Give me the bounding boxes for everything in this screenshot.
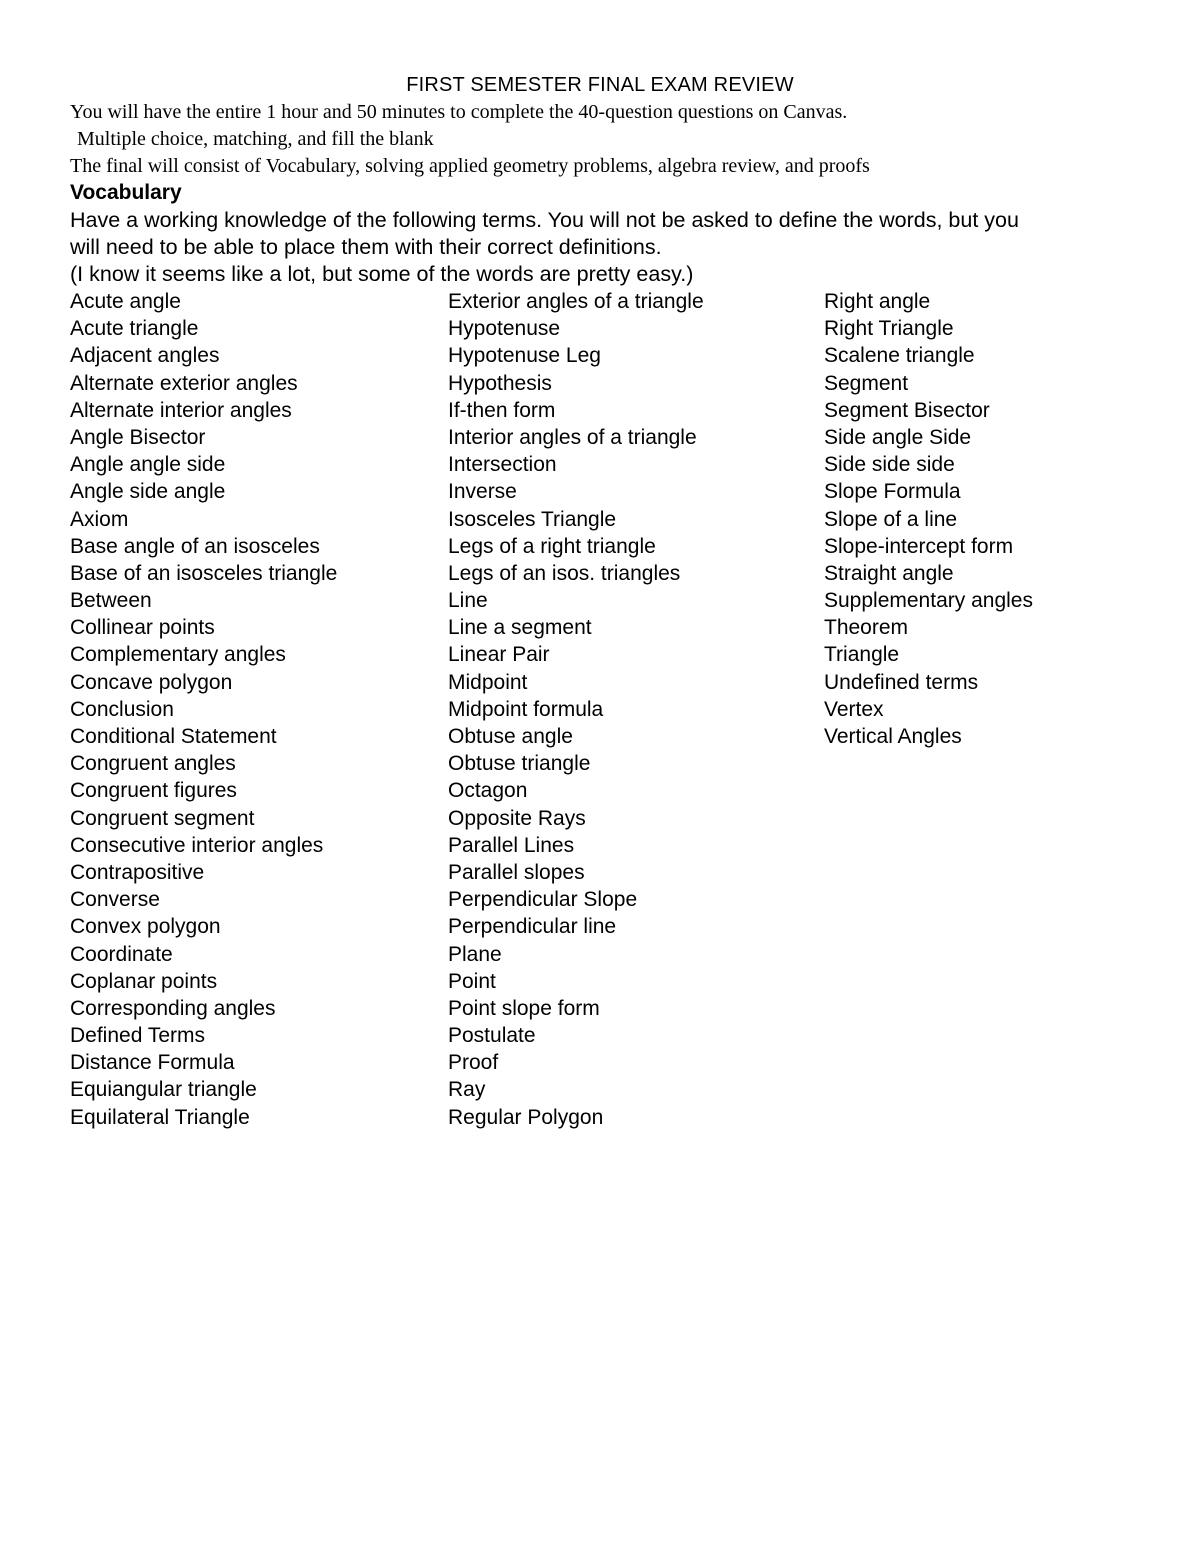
vocabulary-term: Point (448, 969, 496, 993)
vocabulary-term: Alternate exterior angles (70, 371, 298, 395)
exam-duration-line: You will have the entire 1 hour and 50 minutes to complete the 40-question questions on Canvas. (70, 101, 848, 123)
vocabulary-term: Contrapositive (70, 860, 205, 884)
vocabulary-term: Equilateral Triangle (70, 1105, 250, 1129)
vocabulary-term: Triangle (824, 643, 900, 667)
vocabulary-intro-line: will need to be able to place them with their correct definitions. (70, 235, 662, 259)
vocabulary-term: Linear Pair (448, 643, 550, 667)
vocabulary-term: Parallel slopes (448, 860, 585, 884)
vocabulary-term: Segment Bisector (824, 398, 990, 422)
vocabulary-term: Scalene triangle (824, 344, 975, 368)
vocabulary-term: Alternate interior angles (70, 398, 292, 422)
vocabulary-term: Acute angle (70, 290, 181, 313)
vocabulary-term: Isosceles Triangle (448, 507, 617, 531)
vocabulary-term: Parallel Lines (448, 833, 575, 857)
vocabulary-term: Line a segment (448, 616, 592, 640)
vocabulary-term: Ray (448, 1078, 486, 1102)
vocabulary-term: Line (448, 589, 488, 613)
vocabulary-term: Congruent segment (70, 806, 255, 830)
vocabulary-term: Straight angle (824, 561, 954, 585)
vocabulary-term: Corresponding angles (70, 996, 276, 1020)
vocabulary-heading: Vocabulary (70, 181, 182, 204)
vocabulary-term: Conditional Statement (70, 725, 277, 748)
vocabulary-term: Base angle of an isosceles (70, 534, 320, 558)
question-types-line: Multiple choice, matching, and fill the blank (77, 128, 434, 150)
vocabulary-term: Angle Bisector (70, 425, 206, 449)
vocabulary-term: Interior angles of a triangle (448, 425, 697, 449)
vocabulary-column-2 (448, 288, 704, 1131)
vocabulary-term: Coordinate (70, 942, 173, 966)
vocabulary-term: Regular Polygon (448, 1105, 604, 1129)
vocabulary-column-1 (70, 288, 337, 1131)
vocabulary-term: Concave polygon (70, 670, 233, 694)
exam-content-line: The final will consist of Vocabulary, solving applied geometry problems, algebra review, and proofs (70, 155, 870, 177)
vocabulary-term: Angle side angle (70, 480, 226, 504)
vocabulary-term: Congruent angles (70, 752, 236, 776)
page-title: FIRST SEMESTER FINAL EXAM REVIEW (406, 74, 794, 96)
vocabulary-term: Complementary angles (70, 643, 286, 667)
vocabulary-term: Defined Terms (70, 1024, 206, 1048)
vocabulary-term: Hypothesis (448, 371, 552, 395)
vocabulary-term: Midpoint formula (448, 697, 604, 721)
vocabulary-term: Proof (448, 1051, 499, 1075)
vocabulary-term: Theorem (824, 616, 909, 640)
vocabulary-term: Vertex (824, 697, 884, 721)
vocabulary-term: Undefined terms (824, 670, 979, 694)
vocabulary-intro-line: (I know it seems like a lot, but some of the words are pretty easy.) (70, 262, 694, 286)
vocabulary-term: Consecutive interior angles (70, 833, 324, 857)
vocabulary-term: Acute triangle (70, 317, 199, 341)
vocabulary-term: Convex polygon (70, 915, 221, 939)
vocabulary-term: Segment (824, 371, 909, 395)
vocabulary-term: Side side side (824, 453, 955, 477)
vocabulary-term: Collinear points (70, 616, 215, 640)
vocabulary-term: Vertical Angles (824, 725, 962, 748)
vocabulary-term: Side angle Side (824, 425, 972, 449)
vocabulary-term: Supplementary angles (824, 589, 1033, 613)
vocabulary-term: Plane (448, 942, 502, 966)
vocabulary-term: Postulate (448, 1024, 536, 1048)
vocabulary-term: Point slope form (448, 996, 600, 1020)
vocabulary-term: Angle angle side (70, 453, 226, 477)
vocabulary-term: Axiom (70, 507, 129, 531)
vocabulary-column-3 (824, 288, 1033, 750)
vocabulary-term: Between (70, 589, 152, 613)
vocabulary-term: Equiangular triangle (70, 1078, 257, 1102)
vocabulary-term: Exterior angles of a triangle (448, 290, 704, 313)
vocabulary-term: Right Triangle (824, 317, 954, 341)
vocabulary-term: Hypotenuse Leg (448, 344, 601, 368)
vocabulary-term: Right angle (824, 290, 931, 313)
vocabulary-term: Slope Formula (824, 480, 961, 504)
vocabulary-term: Slope of a line (824, 507, 958, 531)
vocabulary-term: Obtuse angle (448, 725, 573, 748)
vocabulary-term: Perpendicular Slope (448, 888, 638, 912)
vocabulary-term: Legs of a right triangle (448, 534, 656, 558)
vocabulary-term: Coplanar points (70, 969, 218, 993)
vocabulary-term: Congruent figures (70, 779, 237, 803)
vocabulary-term: Perpendicular line (448, 915, 617, 939)
vocabulary-term: Opposite Rays (448, 806, 586, 830)
vocabulary-term: Adjacent angles (70, 344, 220, 368)
vocabulary-term: Legs of an isos. triangles (448, 561, 681, 585)
vocabulary-term: Distance Formula (70, 1051, 235, 1075)
vocabulary-term: Midpoint (448, 670, 528, 694)
vocabulary-intro (70, 207, 1150, 288)
vocabulary-term: Conclusion (70, 697, 174, 721)
vocabulary-term: Inverse (448, 480, 517, 504)
vocabulary-term: Base of an isosceles triangle (70, 561, 338, 585)
vocabulary-term: Obtuse triangle (448, 752, 591, 776)
vocabulary-intro-line: Have a working knowledge of the following terms. You will not be asked to define the words, but you (70, 208, 1019, 232)
vocabulary-term: If-then form (448, 398, 556, 422)
vocabulary-term: Hypotenuse (448, 317, 561, 341)
vocabulary-term: Intersection (448, 453, 557, 477)
vocabulary-term: Converse (70, 888, 160, 912)
vocabulary-term: Slope-intercept form (824, 534, 1014, 558)
vocabulary-term: Octagon (448, 779, 528, 803)
